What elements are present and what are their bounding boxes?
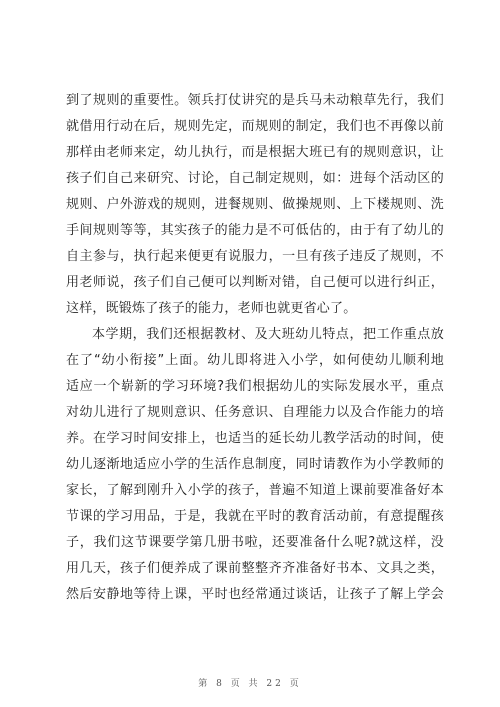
- text-line: 规则、户外游戏的规则，进餐规则、做操规则、上下楼规则、洗: [66, 197, 444, 212]
- text-line: 孩子们自己来研究、讨论，自己制定规则，如：进每个活动区的: [66, 171, 444, 186]
- paragraph-1: [66, 88, 444, 322]
- text-line: 然后安静地等待上课，平时也经常通过谈话，让孩子了解上学会: [66, 587, 444, 602]
- text-line: 用几天，孩子们便养成了课前整整齐齐准备好书本、文具之类，: [66, 561, 444, 576]
- text-line: 家长，了解到刚升入小学的孩子，普遍不知道上课前要准备好本: [66, 483, 444, 498]
- text-line: 本学期，我们还根据教材、及大班幼儿特点，把工作重点放: [92, 327, 444, 342]
- text-line: 对幼儿进行了规则意识、任务意识、自理能力以及合作能力的培: [66, 405, 444, 420]
- text-line: 就借用行动在后，规则先定，而规则的制定，我们也不再像以前: [66, 119, 444, 134]
- text-line: 幼儿逐渐地适应小学的生活作息制度，同时请教作为小学教师的: [66, 457, 444, 472]
- text-line: 用老师说，孩子们自己便可以判断对错，自己便可以进行纠正，: [66, 275, 444, 290]
- text-line: 子，我们这节课要学第几册书啦，还要准备什么呢?就这样，没: [66, 535, 444, 550]
- text-line: 那样由老师来定，幼儿执行，而是根据大班已有的规则意识，让: [66, 145, 444, 160]
- page-number-footer: 第 8 页 共 22 页: [198, 679, 302, 689]
- paragraph-2: [66, 322, 444, 608]
- text-line: 适应一个崭新的学习环境?我们根据幼儿的实际发展水平，重点: [66, 379, 444, 394]
- text-line: 自主参与，执行起来便更有说服力，一旦有孩子违反了规则，不: [66, 249, 444, 264]
- text-line: 在了“幼小衔接”上面。幼儿即将进入小学，如何使幼儿顺利地: [66, 353, 444, 368]
- text-line: 这样，既锻炼了孩子的能力，老师也就更省心了。: [66, 301, 357, 316]
- text-line: 手间规则等等，其实孩子的能力是不可低估的，由于有了幼儿的: [66, 223, 444, 238]
- text-line: 节课的学习用品，于是，我就在平时的教育活动前，有意提醒孩: [66, 509, 444, 524]
- text-line: 到了规则的重要性。领兵打仗讲究的是兵马未动粮草先行，我们: [66, 93, 444, 108]
- text-line: 养。在学习时间安排上，也适当的延长幼儿教学活动的时间，使: [66, 431, 444, 446]
